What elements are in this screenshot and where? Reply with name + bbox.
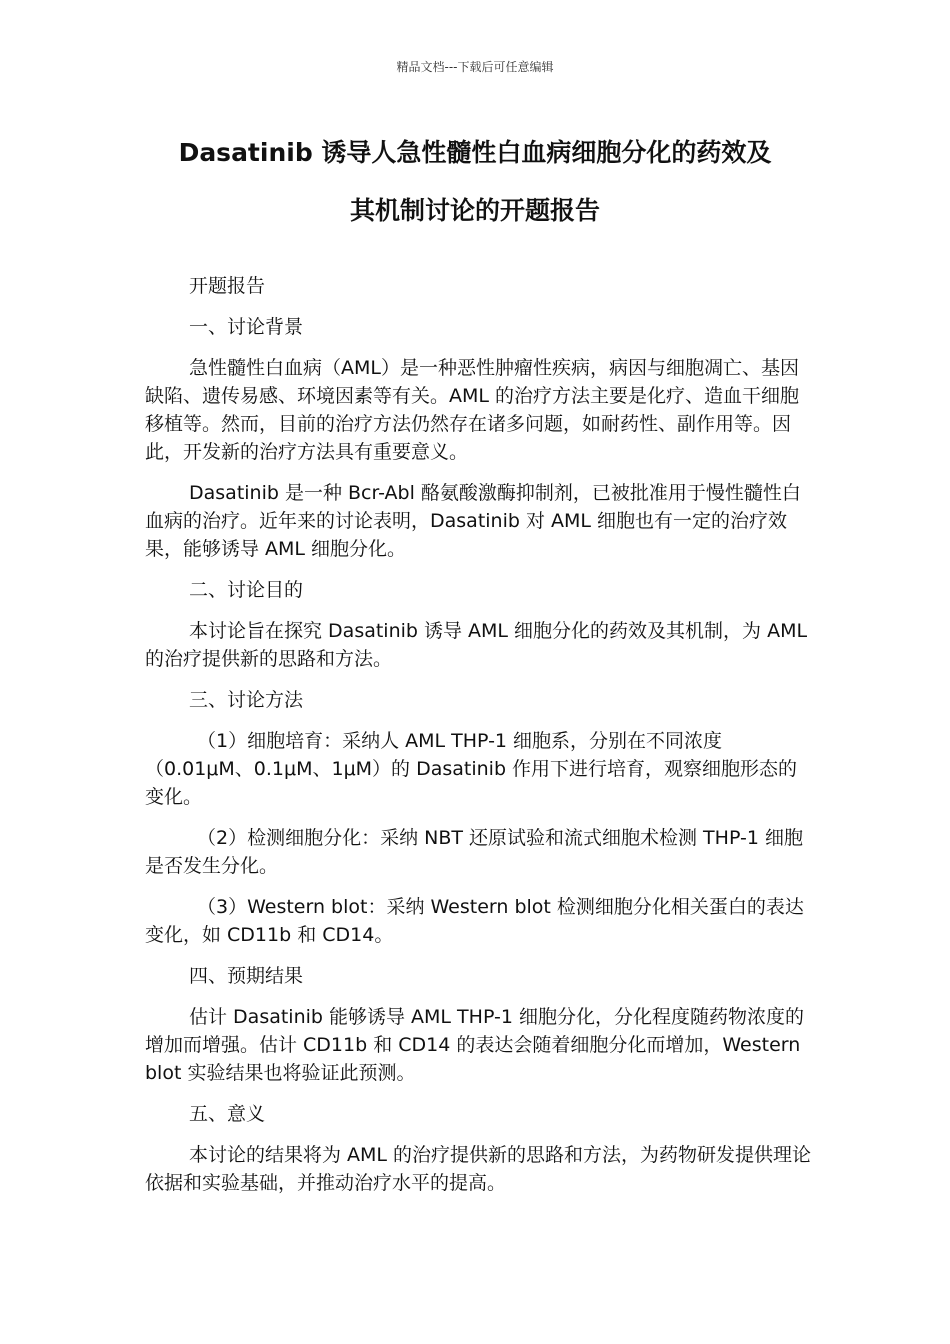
paragraph-background-1: 急性髓性白血病（AML）是一种恶性肿瘤性疾病，病因与细胞凋亡、基因缺陷、遗传易感、环境因素等有关。AML 的治疗方法主要是化疗、造血干细胞移植等。然而，目前的治疗方法仍然存在诸多问题，如耐药性、副作用等。因此，开发新的治疗方法具有重要意义。 — [145, 357, 800, 463]
paragraph-method-1: （1）细胞培育：采纳人 AML THP-1 细胞系，分别在不同浓度（0.01μM、0.1μM、1μM）的 Dasatinib 作用下进行培育，观察细胞形态的变化。 — [145, 730, 798, 808]
section-label-report: 开题报告 — [189, 275, 266, 297]
heading-methods: 三、讨论方法 — [189, 689, 304, 711]
paragraph-background-2: Dasatinib 是一种 Bcr-Abl 酪氨酸激酶抑制剂，已被批准用于慢性髓性白血病的治疗。近年来的讨论表明，Dasatinib 对 AML 细胞也有一定的治疗效果，能够诱导 AML 细胞分化。 — [145, 482, 801, 560]
heading-background: 一、讨论背景 — [189, 316, 304, 338]
paragraph-method-3: （3）Western blot：采纳 Western blot 检测细胞分化相关蛋白的表达变化，如 CD11b 和 CD14。 — [145, 896, 804, 946]
heading-significance: 五、意义 — [189, 1103, 266, 1125]
heading-expected-results: 四、预期结果 — [189, 965, 304, 987]
document-title-line-1: Dasatinib 诱导人急性髓性白血病细胞分化的药效及 — [178, 138, 772, 167]
heading-purpose: 二、讨论目的 — [189, 579, 304, 601]
paragraph-expected-results: 估计 Dasatinib 能够诱导 AML THP-1 细胞分化，分化程度随药物浓度的增加而增强。估计 CD11b 和 CD14 的表达会随着细胞分化而增加，Western blot 实验结果也将验证此预测。 — [145, 1006, 804, 1084]
document-body — [145, 272, 815, 1197]
paragraph-significance: 本讨论的结果将为 AML 的治疗提供新的思路和方法，为药物研发提供理论依据和实验基础，并推动治疗水平的提高。 — [145, 1144, 812, 1194]
paragraph-method-2: （2）检测细胞分化：采纳 NBT 还原试验和流式细胞术检测 THP-1 细胞是否发生分化。 — [145, 827, 803, 877]
page-header: 精品文档---下载后可任意编辑 — [396, 60, 554, 74]
document-title-line-2: 其机制讨论的开题报告 — [349, 196, 600, 225]
paragraph-purpose: 本讨论旨在探究 Dasatinib 诱导 AML 细胞分化的药效及其机制，为 AML 的治疗提供新的思路和方法。 — [145, 620, 808, 670]
